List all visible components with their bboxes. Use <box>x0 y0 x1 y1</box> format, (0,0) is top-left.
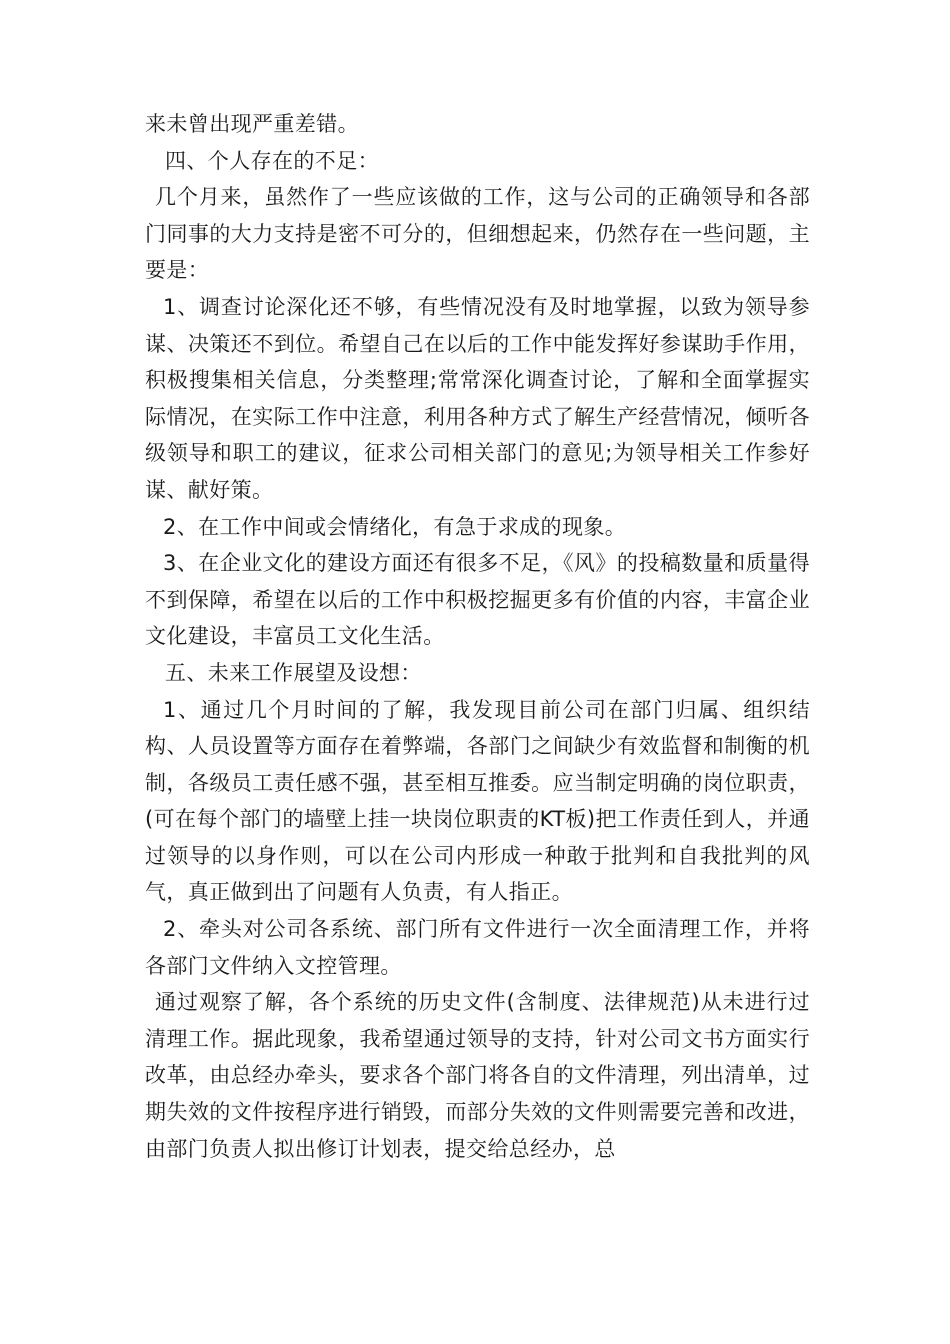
paragraph-continuation: 来未曾出现严重差错。 <box>145 112 359 136</box>
list-item-3: 3、在企业文化的建设方面还有很多不足，《风》的投稿数量和质量得不到保障，希望在以后的工作中积极挖掘更多有价值的内容，丰富企业文化建设，丰富员工文化生活。 <box>145 551 810 649</box>
outlook-item-2: 2、牵头对公司各系统、部门所有文件进行一次全面清理工作，并将各部门文件纳入文控管理。 <box>145 917 810 978</box>
paragraph-intro: 几个月来，虽然作了一些应该做的工作，这与公司的正确领导和各部门同事的大力支持是密不可分的，但细想起来，仍然存在一些问题，主要是： <box>145 185 810 283</box>
outlook-item-1: 1、通过几个月时间的了解，我发现目前公司在部门归属、组织结构、人员设置等方面存在着弊端，各部门之间缺少有效监督和制衡的机制，各级员工责任感不强，甚至相互推委。应当制定明确的岗位职责，(可在每个部门的墙壁上挂一块岗位职责的KT板)把工作责任到人，并通过领导的以身作则，可以在公司内形成一种敢于批判和自我批判的风气，真正做到出了问题有人负责，有人指正。 <box>145 697 810 905</box>
list-item-1: 1、调查讨论深化还不够，有些情况没有及时地掌握，以致为领导参谋、决策还不到位。希望自己在以后的工作中能发挥好参谋助手作用，积极搜集相关信息，分类整理;常常深化调查讨论，了解和全面掌握实际情况，在实际工作中注意，利用各种方式了解生产经营情况，倾听各级领导和职工的建议，征求公司相关部门的意见;为领导相关工作参好谋、献好策。 <box>145 294 810 502</box>
paragraph-observation: 通过观察了解，各个系统的历史文件(含制度、法律规范)从未进行过清理工作。据此现象，我希望通过领导的支持，针对公司文书方面实行改革，由总经办牵头，要求各个部门将各自的文件清理，列出清单，过期失效的文件按程序进行销毁，而部分失效的文件则需要完善和改进，由部门负责人拟出修订计划表，提交给总经办，总 <box>145 990 810 1161</box>
section-heading-shortcomings: 四、个人存在的不足： <box>165 148 379 173</box>
section-heading-outlook: 五、未来工作展望及设想： <box>165 660 422 685</box>
document-body <box>145 106 810 1167</box>
list-item-2: 2、在工作中间或会情绪化，有急于求成的现象。 <box>163 514 627 539</box>
